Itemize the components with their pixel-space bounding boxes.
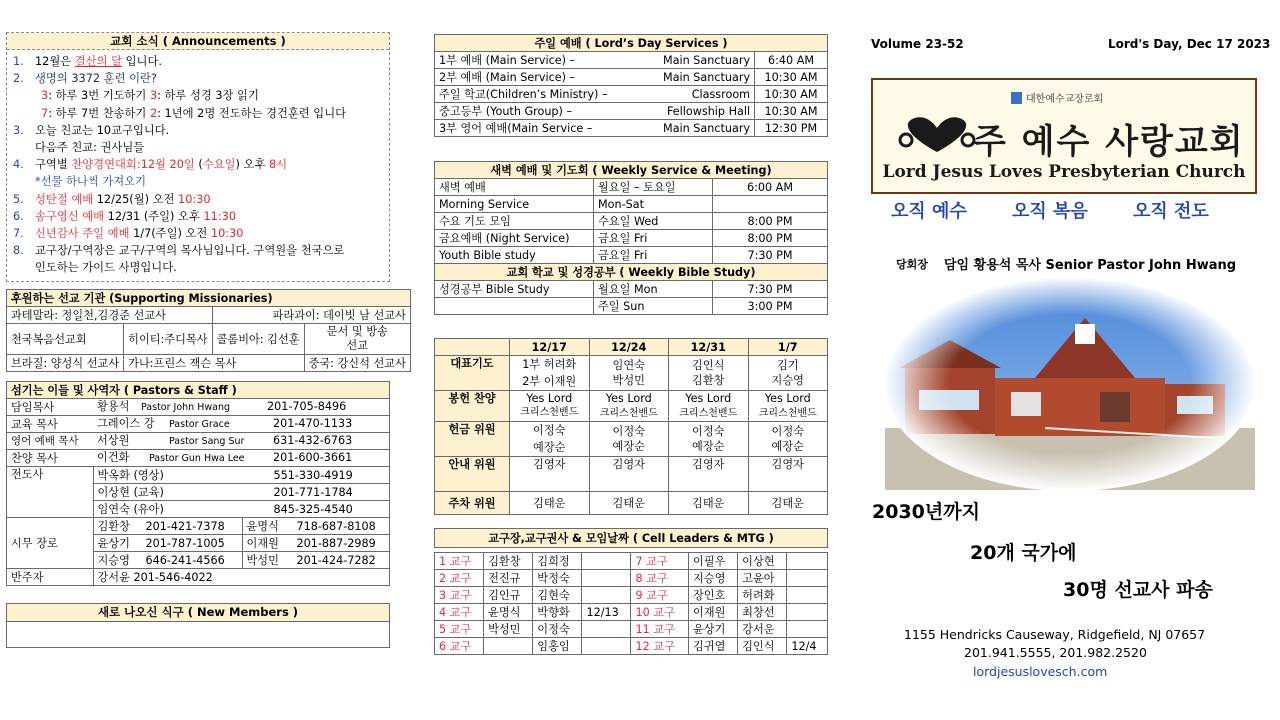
table-row: 헌금 위원 이정숙 예장순 이정숙 예장순 이정숙 예장순 이정숙 예장순	[435, 422, 828, 457]
list-item: 3. 오늘 친교는 10교구입니다.	[13, 123, 170, 137]
list-item: 6. 송구영신 예배 12/31 (주일) 오후 11:30	[13, 209, 237, 223]
staff-table	[6, 381, 390, 586]
table-row: 6 교구 임홍임 12 교구 김귀열 김인식 12/4	[435, 638, 828, 655]
list-item: 7: 하루 7번 찬송하기 2: 1년에 2명 전도하는 경건훈련 입니다	[41, 106, 347, 120]
church-logo: 대한예수교장로회 주 예수 사랑교회 Lord Jesus Loves Presbyterian Church	[871, 78, 1257, 194]
cell-leaders-table	[434, 528, 828, 655]
vision-line-1: 2030년까지	[872, 501, 980, 523]
staff-title: 섬기는 이들 및 사역자 ( Pastors & Staff )	[7, 382, 390, 399]
date-label: Lord's Day, Dec 17 2023	[1108, 37, 1271, 51]
announcements-list	[7, 53, 383, 277]
table-row: 주일 Sun 3:00 PM	[435, 298, 828, 315]
missionaries-title: 후원하는 선교 기관 (Supporting Missionaries)	[7, 290, 411, 307]
list-item: 5. 성탄절 예배 12/25(월) 오전 10:30	[13, 192, 211, 206]
senior-pastor: 담임 황용석 목사 Senior Pastor John Hwang	[944, 258, 1237, 273]
list-item: 2. 생명의 3372 훈련 이란?	[13, 72, 157, 86]
motto-gospel: 오직 복음	[1012, 201, 1088, 222]
cell-leaders-title: 교구장,교구권사 & 모임날짜 ( Cell Leaders & MTG )	[435, 529, 828, 548]
table-row: 수요 기도 모임 수요일 Wed 8:00 PM	[435, 213, 828, 230]
new-members-title: 새로 나오신 식구 ( New Members )	[7, 604, 389, 622]
list-item: 인도하는 가이드 사명입니다.	[35, 261, 177, 275]
new-members-box	[6, 603, 390, 648]
announcements-box	[6, 32, 390, 282]
table-row: 교육 목사 그레이스 강 Pastor Grace 201-470-1133	[7, 416, 390, 433]
phone-numbers: 201.941.5555, 201.982.2520	[964, 645, 1147, 660]
address: 1155 Hendricks Causeway, Ridgefield, NJ 07657	[904, 627, 1206, 642]
weekly-title: 새벽 예배 및 기도회 ( Weekly Service & Meeting)	[435, 162, 828, 179]
pastor-prefix: 당회장	[896, 258, 928, 271]
duty-roster-table: 12/17 12/24 12/31 1/7 대표기도 1부 허려화 2부 이재원 임연숙 박성민 김인식 김환창 김기 지승영 봉헌 찬양 Yes Lord 크리스천밴드 Yes Lord 크리스천밴드 Yes Lord 크리스천밴드 Yes Lord 크리스천밴드 헌금 위원 이정숙 예장순 이정숙 예장순 이정숙 예장순 이정숙 예장순 안내 위원 김영자 김영자 김영자 김영자 주차 위원 김태운 김태운 김태운 김태운	[434, 338, 828, 515]
list-item: 1. 12월은 결산의 달 입니다.	[13, 55, 162, 68]
table-row: Morning Service Mon-Sat	[435, 196, 828, 213]
lords-day-title: 주일 예배 ( Lord’s Day Services )	[435, 35, 828, 52]
table-row: 새벽 예배 월요일 – 토요일 6:00 AM	[435, 179, 828, 196]
motto-jesus: 오직 예수	[891, 201, 967, 222]
weekly-table	[434, 161, 828, 315]
table-row: 3 교구 김인규 김현숙 9 교구 장인호 허려화	[435, 587, 828, 604]
table-row: 금요예배 (Night Service) 금요일 Fri 8:00 PM	[435, 230, 828, 247]
lords-day-table	[434, 34, 828, 137]
table-row: 봉헌 찬양 Yes Lord 크리스천밴드 Yes Lord 크리스천밴드 Yes Lord 크리스천밴드 Yes Lord 크리스천밴드	[435, 391, 828, 422]
list-item: 다음주 친교: 권사님들	[35, 141, 145, 155]
table-row: 중고등부 (Youth Group) – Fellowship Hall 10:30 AM	[435, 103, 828, 120]
list-item: *선물 하나씩 가져오기	[35, 175, 147, 189]
table-row: 윤상기 201-787-1005 이재원 201-887-2989	[7, 535, 390, 552]
table-row: 전도사 박옥화 (영상) 551-330-4919	[7, 467, 390, 484]
bible-study-title: 교회 학교 및 성경공부 ( Weekly Bible Study)	[435, 264, 828, 281]
table-row: 이상현 (교육) 201-771-1784	[7, 484, 390, 501]
volume-label: Volume 23-52	[871, 37, 964, 51]
logo-korean-text: 주 예수 사랑교회	[973, 122, 1245, 162]
announcements-title: 교회 소식 ( Announcements )	[7, 33, 389, 50]
table-row: 지승영 646-241-4566 박성민 201-424-7282	[7, 552, 390, 569]
table-row: 1부 예배 (Main Service) – Main Sanctuary 6:40 AM	[435, 52, 828, 69]
church-photo	[885, 278, 1255, 490]
website-link[interactable]: lordjesuslovesch.com	[973, 664, 1108, 679]
table-row: 찬양 목사 이건화 Pastor Gun Hwa Lee 201-600-3661	[7, 450, 390, 467]
table-row: 3부 영어 예배(Main Service – Main Sanctuary 12:30 PM	[435, 120, 828, 137]
table-row: 담임목사 황용석 Pastor John Hwang 201-705-8496	[7, 399, 390, 416]
missionaries-table: 후원하는 선교 기관 (Supporting Missionaries) 과테말라: 정일천,김경준 선교사 파라과이: 데이빗 남 선교사 천국복음선교회 히이티:주디목사 콜롬비아: 김선훈 문서 및 방송 선교 브라질: 양성식 선교사 가나:프린스 잭슨 목사 중국: 강신석 선교사	[6, 289, 411, 372]
vision-line-2: 20개 국가에	[970, 542, 1077, 564]
table-row: 4 교구 윤명식 박향화 12/13 10 교구 이재원 최창선	[435, 604, 828, 621]
table-row: 반주자 강서윤 201-546-4022	[7, 569, 390, 586]
table-row: 안내 위원 김영자 김영자 김영자 김영자	[435, 457, 828, 492]
table-row: 시무 장로 김환창 201-421-7378 윤명식 718-687-8108	[7, 518, 390, 535]
list-item: 3: 하루 3번 기도하기 3: 하루 성경 3장 읽기	[41, 89, 259, 103]
list-item: 4. 구역별 찬양경연대회:12월 20일 (수요일) 오후 8시	[13, 158, 288, 172]
table-row: 영어 예배 목사 서상원 Pastor Sang Sur 631-432-6763	[7, 433, 390, 450]
motto-evangelism: 오직 전도	[1133, 201, 1209, 222]
table-row: 2부 예배 (Main Service) – Main Sanctuary 10:30 AM	[435, 69, 828, 86]
list-item: 7. 신년감사 주일 예배 1/7(주일) 오전 10:30	[13, 227, 244, 241]
table-row: Youth Bible study 금요일 Fri 7:30 PM	[435, 247, 828, 264]
vision-line-3: 30명 선교사 파송	[1063, 579, 1213, 601]
cross-icon	[1011, 92, 1022, 104]
table-row: 1 교구 김환창 김희정 7 교구 이필우 이상현	[435, 553, 828, 570]
table-row: 2 교구 전진규 박정숙 8 교구 지승영 고윤아	[435, 570, 828, 587]
table-row: 임연숙 (유아) 845-325-4540	[7, 501, 390, 518]
heart-logo-icon	[897, 114, 977, 156]
list-item: 8. 교구장/구역장은 교구/구역의 목사님입니다. 구역원을 천국으로	[13, 244, 345, 258]
table-row: 성경공부 Bible Study 월요일 Mon 7:30 PM	[435, 281, 828, 298]
church-name: Lord Jesus Loves Presbyterian Church	[882, 162, 1246, 182]
table-row: 5 교구 박성민 이정숙 11 교구 윤상기 강서운	[435, 621, 828, 638]
table-row: 주일 학교(Children’s Ministry) – Classroom 10:30 AM	[435, 86, 828, 103]
table-row: 대표기도 1부 허려화 2부 이재원 임연숙 박성민 김인식 김환창 김기 지승영	[435, 356, 828, 391]
table-row: 주차 위원 김태운 김태운 김태운 김태운	[435, 492, 828, 515]
